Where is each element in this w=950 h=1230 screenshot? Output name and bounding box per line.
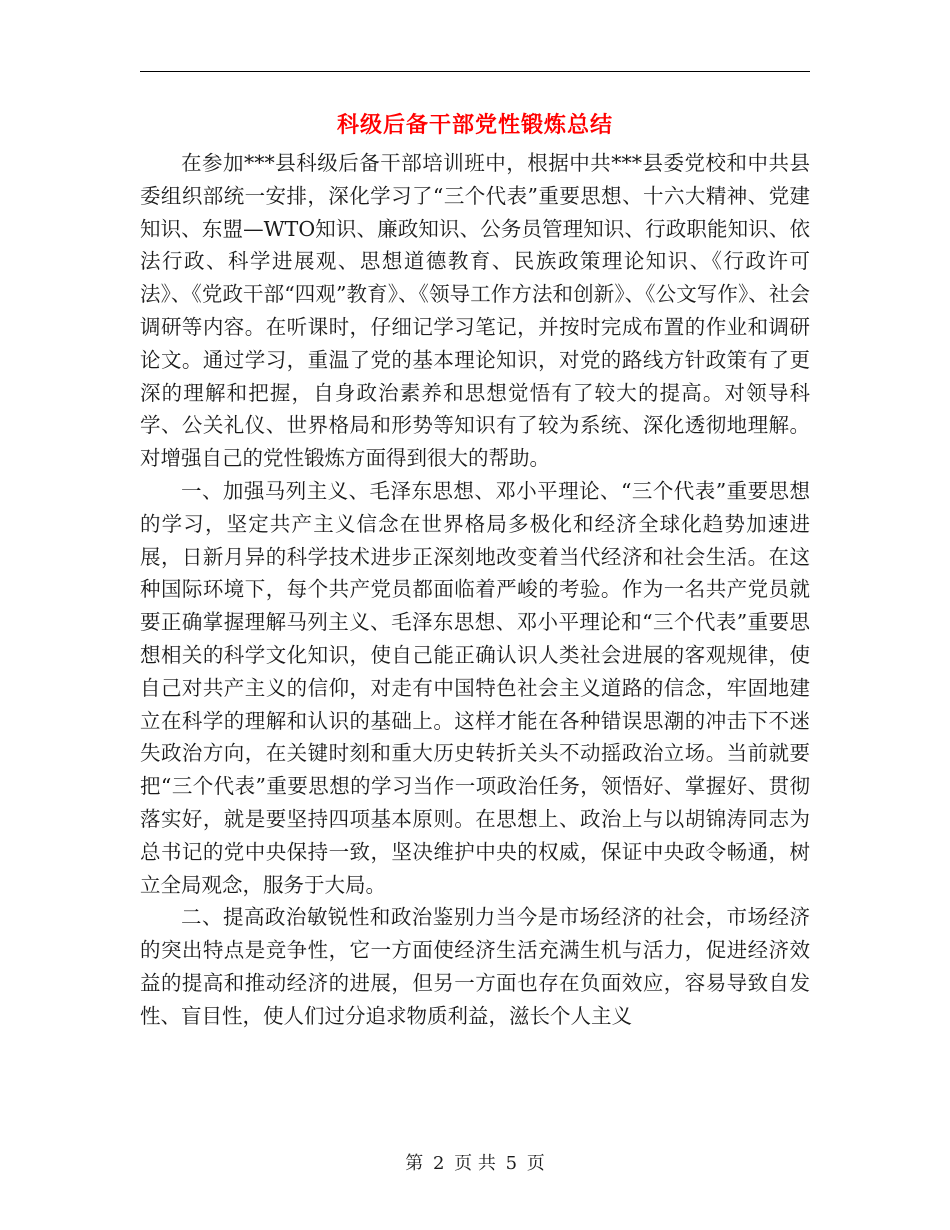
document-body (140, 147, 810, 1033)
page-label-prefix: 第 (405, 1153, 424, 1174)
paragraph-intro: 在参加***县科级后备干部培训班中，根据中共***县委党校和中共县委组织部统一安排，深化学习了“三个代表”重要思想、十六大精神、党建知识、东盟—WTO知识、廉政知识、公务员管理知识、行政职能知识、依法行政、科学进展观、思想道德教育、民族政策理论知识、《行政许可法》、《党政干部“四观”教育》、《领导工作方法和创新》、《公文写作》、社会调研等内容。在听课时，仔细记学习笔记，并按时完成布置的作业和调研论文。通过学习，重温了党的基本理论知识，对党的路线方针政策有了更深的理解和把握，自身政治素养和思想觉悟有了较大的提高。对领导科学、公关礼仪、世界格局和形势等知识有了较为系统、深化透彻地理解。对增强自己的党性锻炼方面得到很大的帮助。 (140, 151, 810, 471)
document-title: 科级后备干部党性锻炼总结 (336, 112, 613, 138)
page-footer (140, 1152, 810, 1176)
page-total-number: 5 (505, 1153, 518, 1174)
paragraph-section-2: 二、提高政治敏锐性和政治鉴别力当今是市场经济的社会，市场经济的突出特点是竞争性，它一方面使经济生活充满生机与活力，促进经济效益的提高和推动经济的进展，但另一方面也存在负面效应，容易导致自发性、盲目性，使人们过分追求物质利益，滋长个人主义 (140, 905, 810, 1028)
page-label-suffix: 页 (526, 1153, 545, 1174)
page-current-number: 2 (432, 1153, 445, 1174)
page-label-middle: 页 共 (454, 1153, 496, 1174)
paragraph-section-1: 一、加强马列主义、毛泽东思想、邓小平理论、“三个代表”重要思想的学习，坚定共产主义信念在世界格局多极化和经济全球化趋势加速进展，日新月异的科学技术进步正深刻地改变着当代经济和社会生活。在这种国际环境下，每个共产党员都面临着严峻的考验。作为一名共产党员就要正确掌握理解马列主义、毛泽东思想、邓小平理论和“三个代表”重要思想相关的科学文化知识，使自己能正确认识人类社会进展的客观规律，使自己对共产主义的信仰，对走有中国特色社会主义道路的信念，牢固地建立在科学的理解和认识的基础上。这样才能在各种错误思潮的冲击下不迷失政治方向，在关键时刻和重大历史转折关头不动摇政治立场。当前就要把“三个代表”重要思想的学习当作一项政治任务，领悟好、掌握好、贯彻落实好，就是要坚持四项基本原则。在思想上、政治上与以胡锦涛同志为总书记的党中央保持一致，坚决维护中央的权威，保证中央政令畅通，树立全局观念，服务于大局。 (140, 478, 810, 897)
header-rule (140, 71, 810, 72)
